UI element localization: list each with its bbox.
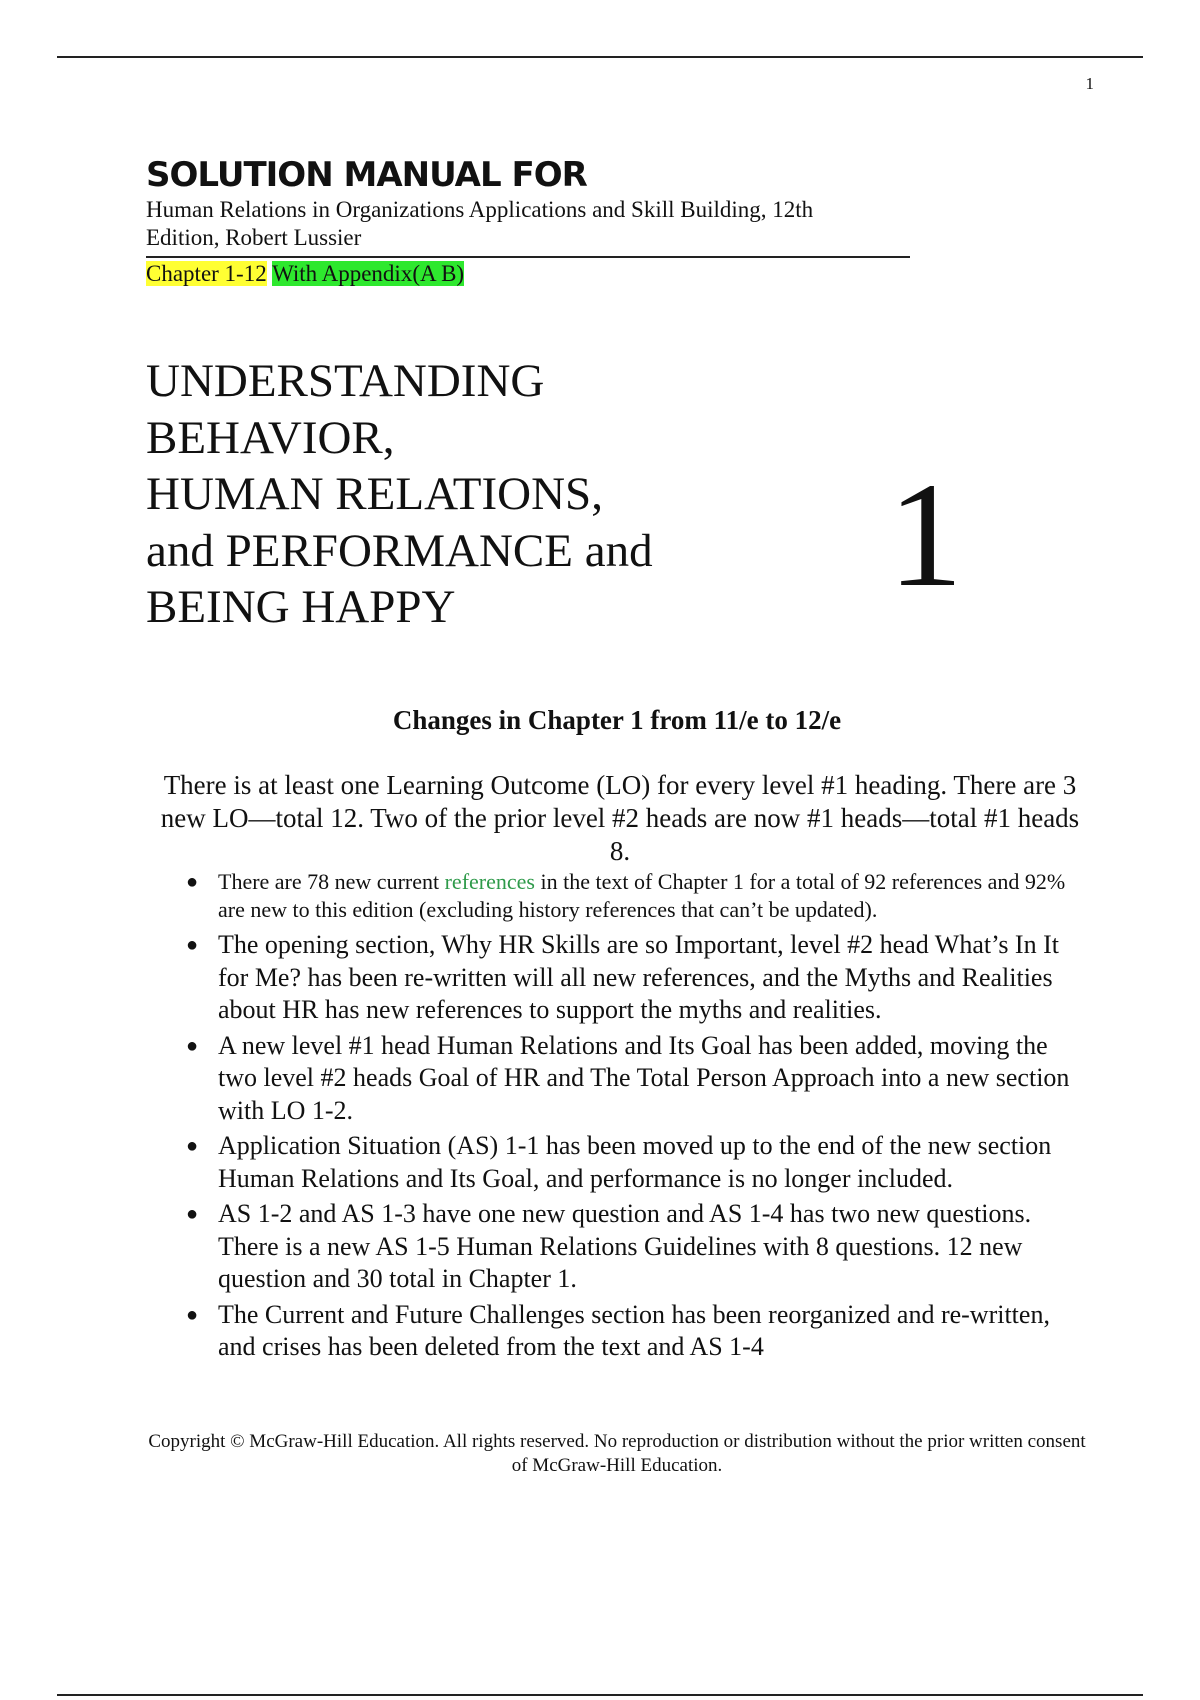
list-item-text: AS 1-2 and AS 1-3 have one new question and AS 1-4 has two new questions. There is a new AS 1-5 Human Relations Guidelines with 8 questions. 12 new question and 30 total in Chapter 1. (218, 1199, 1032, 1293)
list-item-text: in the text of Chapter 1 for a total of 92 references and 92% are new to this edition (excluding history references that can’t be updated). (218, 869, 1066, 922)
top-rule (57, 56, 1143, 58)
list-item-text: Application Situation (AS) 1-1 has been moved up to the end of the new section Human Relations and Its Goal, and performance is no longer included. (218, 1131, 1052, 1193)
bullet-icon: ● (186, 1303, 199, 1326)
bullet-icon: ● (186, 1203, 199, 1225)
page-number: 1 (1085, 74, 1094, 93)
list-item-text: A new level #1 head Human Relations and Its Goal has been added, moving the two level #2 heads Goal of HR and The Total Person Approach into a new section with LO 1-2. (218, 1030, 1070, 1125)
chapter-heading-line: BEING HAPPY (146, 581, 456, 633)
chapter-range-line (146, 260, 916, 288)
changes-list (146, 868, 1088, 1367)
list-item (146, 868, 1088, 924)
chapter-heading-line: UNDERSTANDING (146, 355, 545, 407)
document-header (146, 155, 916, 288)
chapter-heading (146, 353, 866, 636)
list-item (146, 929, 1088, 1027)
list-item (146, 1030, 1088, 1128)
list-item-text: The opening section, Why HR Skills are so Important, level #2 head What’s In It for Me? has been re-written will all new references, and the Myths and Realities about HR has new references to support the myths and realities. (218, 930, 1059, 1024)
appendix-label: With Appendix(A B) (272, 261, 465, 286)
header-rule (146, 256, 910, 258)
bullet-icon: ● (186, 1034, 199, 1057)
manual-title: SOLUTION MANUAL FOR (146, 155, 587, 195)
bullet-icon: ● (186, 934, 199, 956)
references-link[interactable]: references (444, 869, 535, 894)
list-item (146, 1130, 1088, 1195)
list-item (146, 1299, 1088, 1364)
list-item-text: The Current and Future Challenges section has been reorganized and re-written, and crises has been deleted from the text and AS 1-4 (218, 1299, 1050, 1361)
chapter-number: 1 (888, 452, 963, 618)
chapter-heading-line: BEHAVIOR, (146, 411, 395, 464)
chapter-range: Chapter 1-12 (146, 261, 267, 286)
chapter-heading-line: HUMAN RELATIONS, (146, 468, 603, 520)
list-item-text: There are 78 new current (218, 869, 445, 894)
list-item (146, 1198, 1088, 1296)
bullet-icon: ● (186, 1135, 199, 1157)
book-title: Human Relations in Organizations Applications and Skill Building, 12th Edition, Robert Lussier (146, 197, 814, 250)
bottom-rule (57, 1694, 1143, 1696)
copyright-notice: Copyright © McGraw-Hill Education. All rights reserved. No reproduction or distribution without the prior written consent of McGraw-Hill Education. (148, 1431, 1086, 1476)
section-title: Changes in Chapter 1 from 11/e to 12/e (392, 705, 842, 735)
chapter-heading-line: and PERFORMANCE and (146, 524, 653, 577)
bullet-icon: ● (186, 871, 199, 893)
intro-paragraph: There is at least one Learning Outcome (LO) for every level #1 heading. There are 3 new LO—total 12. Two of the prior level #2 heads are now #1 heads—total #1 heads 8. (160, 770, 1080, 866)
